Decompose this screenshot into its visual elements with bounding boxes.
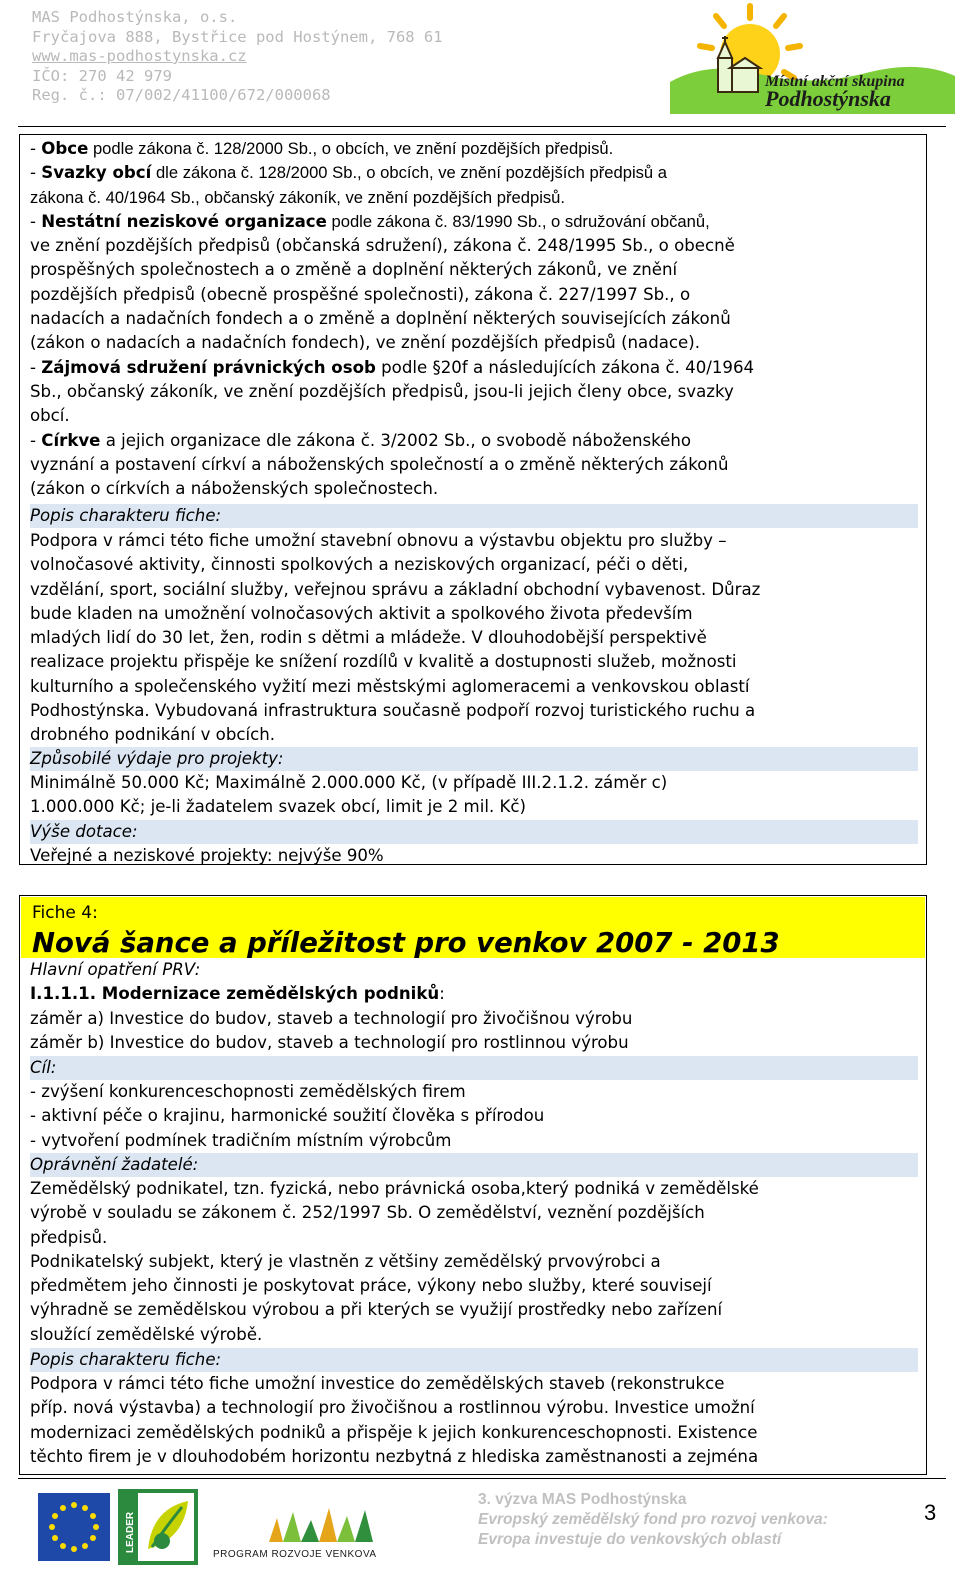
text-line: realizace projektu přispěje ke snížení rozdílů v kvalitě a dostupnosti služeb, možnosti [30, 652, 737, 672]
text-line: výhradně se zemědělskou výrobou a při kterých se využijí prostředky nebo zařízení [30, 1300, 723, 1320]
text-line: vzdělání, sport, sociální služby, veřejnou správu a základní obchodní vybavenost. Důraz [30, 579, 761, 599]
mas-logo [670, 2, 955, 114]
text-line: bude kladen na umožnění volnočasových aktivit a spolkového života především [30, 603, 693, 623]
text-line: Zemědělský podnikatel, tzn. fyzická, nebo právnická osoba,který podniká v zemědělské [30, 1179, 759, 1198]
text-line: obcí. [30, 406, 70, 426]
applicant-type-label: Církve [41, 430, 101, 450]
text-line: - vytvoření podmínek tradičním místním výrobcům [30, 1130, 452, 1150]
applicant-description: podle zákona č. 128/2000 Sb., o obcích, ve znění pozdějších předpisů. [88, 139, 614, 158]
applicant-description-continued: zákona č. 40/1964 Sb., občanský zákoník, ve znění pozdějších předpisů. [30, 187, 566, 207]
eligible-applicants-label: Oprávnění žadatelé: [30, 1153, 918, 1177]
text-line: kulturního a společenského vyžití mezi městskými aglomeracemi a venkovskou oblastí [30, 676, 750, 696]
text-line: příp. nová výstavba) a technologií pro živočišnou a rostlinnou výrobu. Investice umožní [30, 1398, 755, 1418]
org-address: Fryčajova 888, Bystřice pod Hostýnem, 768 61 [32, 27, 443, 46]
text-line: Sb., občanský zákoník, ve znění pozdějších předpisů, jsou-li jejich členy obce, svazky [30, 381, 734, 401]
text-line: - aktivní péče o krajinu, harmonické soužití člověka s přírodou [30, 1106, 545, 1126]
text-line: výrobě v souladu se zákonem č. 252/1997 Sb. O zemědělství, veznění pozdějších [30, 1203, 705, 1223]
leader-logo [118, 1489, 198, 1565]
text-line: vyznání a postavení církví a náboženských společností a o změně některých zákonů [30, 454, 729, 474]
section-header-row [20, 1153, 926, 1177]
text-line: záměr b) Investice do budov, staveb a technologií pro rostlinnou výrobu [30, 1032, 629, 1052]
text-line: ve znění pozdějších předpisů (občanská sdružení), zákona č. 248/1995 Sb., o obecně [30, 236, 735, 256]
section-header-row [20, 504, 926, 528]
text-line: sloužící zemědělské výrobě. [30, 1324, 263, 1344]
description-label: Popis charakteru fiche: [30, 1348, 918, 1372]
applicant-type-label: Nestátní neziskové organizace [41, 211, 327, 231]
org-ico: IČO: 270 42 979 [32, 66, 172, 85]
text-line: - zvýšení konkurenceschopnosti zemědělských firem [30, 1082, 466, 1101]
text-line: pozdějších předpisů (obecně prospěšné společnosti), zákona č. 227/1997 Sb., o [30, 284, 691, 304]
leader-text: LEADER [125, 1511, 136, 1553]
section-header-row [20, 747, 926, 771]
measure-section [30, 958, 918, 1055]
text-line: předmětem jeho činnosti je poskytovat práce, výkony nebo služby, které souvisejí [30, 1276, 712, 1296]
text-line: Podpora v rámci této fiche umožní investice do zemědělských staveb (rekonstrukce [30, 1374, 725, 1393]
text-line: drobného podnikání v obcích. [30, 725, 276, 745]
applicant-item: - Zájmová sdružení právnických osob podle §20f a následujících zákona č. 40/1964 [30, 357, 755, 377]
org-registration: Reg. č.: 07/002/41100/672/000068 [32, 86, 331, 104]
footer-divider [18, 1478, 946, 1479]
page-number: 3 [924, 1500, 937, 1525]
applicant-description: podle zákona č. 83/1990 Sb., o sdružování občanů, [326, 211, 710, 231]
applicant-item: - Církve a jejich organizace dle zákona č. 3/2002 Sb., o svobodě náboženského [30, 430, 692, 450]
footer-fund-name: Evropský zemědělský fond pro rozvoj venkova: [478, 1511, 828, 1528]
applicant-type-label: Zájmová sdružení právnických osob [41, 357, 376, 377]
fiche-number: Fiche 4: [32, 903, 98, 923]
applicant-description: a jejich organizace dle zákona č. 3/2002 Sb., o svobodě náboženského [100, 430, 692, 450]
org-website-link[interactable]: www.mas-podhostynska.cz [32, 47, 247, 65]
page-header [0, 0, 960, 118]
header-divider [18, 126, 946, 127]
text-line: předpisů. [30, 1227, 108, 1247]
footer-call-title: 3. výzva MAS Podhostýnska [478, 1491, 687, 1508]
text-line: těchto firem je v dlouhodobém horizontu nezbytná z hlediska zaměstnanosti a zejména [30, 1446, 759, 1466]
applicant-type-label: Svazky obcí [41, 163, 152, 183]
goal-section [30, 1080, 918, 1153]
page-footer [0, 1478, 960, 1585]
text-line: Podpora v rámci této fiche umožní stavební obnovu a výstavbu objektu pro služby – [30, 531, 727, 550]
text-line: volnočasové aktivity, činnosti spolkových a neziskových organizací, péči o děti, [30, 555, 689, 575]
fields-icon [269, 1508, 373, 1542]
text-line: záměr a) Investice do budov, staveb a technologií pro živočišnou výrobu [30, 1008, 633, 1028]
applicant-item: - Nestátní neziskové organizace podle zákona č. 83/1990 Sb., o sdružování občanů, [30, 211, 710, 231]
applicants-section [30, 137, 918, 501]
applicant-description: dle zákona č. 128/2000 Sb., o obcích, ve znění pozdějších předpisů a [151, 163, 667, 183]
fiche-3-table [19, 134, 927, 865]
fiche-4-table [19, 895, 927, 1475]
eligible-costs-section [30, 771, 918, 820]
goal-label: Cíl: [30, 1056, 918, 1080]
grant-amount-section [30, 844, 918, 868]
applicant-item: - Svazky obcí dle zákona č. 128/2000 Sb., o obcích, ve znění pozdějších předpisů a [30, 163, 667, 183]
measure-title: I.1.1.1. Modernizace zemědělských podniků [30, 984, 440, 1004]
organization-info [32, 8, 443, 106]
measure-colon: : [439, 984, 445, 1004]
eligible-costs-label: Způsobilé výdaje pro projekty: [30, 747, 918, 771]
applicant-item: - Obce podle zákona č. 128/2000 Sb., o obcích, ve znění pozdějších předpisů. [30, 139, 614, 158]
eligible-applicants-section [30, 1177, 918, 1347]
section-header-row [20, 820, 926, 844]
measure-title-line [30, 982, 918, 1006]
text-line: Minimálně 50.000 Kč; Maximálně 2.000.000 Kč, (v případě III.2.1.2. záměr c) [30, 773, 668, 792]
text-line: modernizaci zemědělských podniků a přispěje k jejich konkurenceschopnosti. Existence [30, 1422, 758, 1442]
org-name: MAS Podhostýnska, o.s. [32, 8, 238, 26]
prv-label: PROGRAM ROZVOJE VENKOVA [213, 1549, 377, 1560]
description-section [30, 529, 918, 748]
logo-text-line1: Místní akční skupina [765, 73, 905, 90]
applicant-type-label: Obce [41, 139, 89, 158]
logo-text-line2: Podhostýnska [765, 86, 891, 111]
fiche-title: Nová šance a příležitost pro venkov 2007 - 2013 [32, 927, 780, 959]
footer-text [478, 1490, 828, 1550]
text-line: Podnikatelský subjekt, který je vlastněn z většiny zemědělský prvovýrobci a [30, 1251, 661, 1271]
section-header-row [20, 1056, 926, 1080]
section-header-row [20, 1348, 926, 1372]
eu-flag-icon [38, 1493, 110, 1561]
description-label: Popis charakteru fiche: [30, 504, 918, 528]
text-line: prospěšných společnostech a o změně a doplnění některých zákonů, ve znění [30, 260, 678, 280]
footer-slogan: Evropa investuje do venkovských oblastí [478, 1531, 782, 1548]
grant-amount-value: Veřejné a neziskové projekty: nejvýše 90% [30, 846, 384, 865]
text-line: Podhostýnska. Vybudovaná infrastruktura současně podpoří rozvoj turistického ruchu a [30, 701, 756, 721]
text-line: mladých lidí do 30 let, žen, rodin s dětmi a mládeže. V dlouhodobější perspektivě [30, 628, 707, 648]
text-line: 1.000.000 Kč; je-li žadatelem svazek obcí, limit je 2 mil. Kč) [30, 797, 526, 817]
applicant-description: podle §20f a následujících zákona č. 40/1964 [375, 357, 755, 377]
fiche-title-band [21, 897, 925, 958]
grant-amount-label: Výše dotace: [30, 820, 918, 844]
text-line: nadacích a nadačních fondech a o změně a doplnění některých souvisejících zákonů [30, 309, 731, 329]
text-line: (zákon o církvích a náboženských společnostech. [30, 479, 439, 499]
measure-label: Hlavní opatření PRV: [30, 960, 201, 979]
text-line: (zákon o nadacích a nadačních fondech), ve znění pozdějších předpisů (nadace). [30, 333, 701, 353]
description-section [30, 1372, 918, 1469]
